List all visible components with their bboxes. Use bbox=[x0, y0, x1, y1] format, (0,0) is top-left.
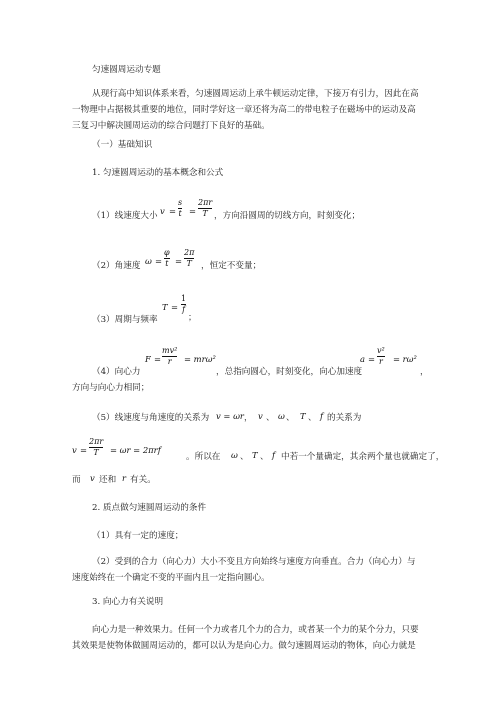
angular-velocity-desc: ，恒定不变量； bbox=[201, 261, 262, 271]
document-page: 匀速圆周运动专题 从现行高中知识体系来看，匀速圆周运动上承牛顿运动定律，下接万有引力，因此在高一物理中占据极其重要的地位，同时学好这一章还将为高二的带电粒子在磁场中的运动及高三复习中解决圆周运动的综合问题打下良好的基础。 （一）基础知识 1. 匀速圆周运动的基本概念和公式 （1）线速度大小 v = s t = 2πr T ，方向沿圆周的切线方向，时刻变化； （2）角速度 ω = φ t = 2π T ，恒定不变量； （3）周期与频率 T = 1 f ； （4）向心力 F = mv² r = mrω² ，总指向圆心，时刻变化，向心加速度 a = v² r = rω² ， 方向与向心力相同； （5）线速度与角速度的关系为 v = ωr ， v 、 ω 、 T 、 f 的关系为 v = 2πr T = ωr = 2πrf 。所以在 ω 、 T 、 f 中若一个量确定，其余两个量也就确定了， 而 v 还和 r 有关。 2. 质点做匀速圆周运动的条件 （1）具有一定的速度； （2）受到的合力（向心力）大小不变且方向始终与速度方向垂直。合力（向心力）与速度始终在一个确定不变的平面内且一定指向圆心。 3. 向心力有关说明 向心力是一种效果力。任何一个力或者几个力的合力，或者某一个力的某个分力，只要其效果是使物体做圆周运动的，都可以认为是向心力。做匀速圆周运动的物体，向心力就是 bbox=[0, 0, 496, 702]
formula-v-equals-wr: v = ωr bbox=[216, 411, 244, 421]
condition-1: （1）具有一定的速度； bbox=[92, 531, 184, 541]
formula-2pir-over-T: 2πr T bbox=[198, 198, 213, 218]
period-frequency-desc: ； bbox=[188, 313, 197, 323]
condition-2: （2）受到的合力（向心力）大小不变且方向始终与速度方向垂直。合力（向心力）与速度始终在一个确定不变的平面内且一定指向圆心。 bbox=[72, 557, 416, 583]
angular-velocity-label: （2）角速度 bbox=[92, 261, 141, 271]
item-2-heading: 2. 质点做匀速圆周运动的条件 bbox=[92, 503, 207, 513]
formula-2pir-over-T-2: 2πr T bbox=[89, 437, 104, 457]
formula-v: v bbox=[160, 206, 165, 216]
doc-title: 匀速圆周运动专题 bbox=[92, 65, 161, 75]
centripetal-force-label: （4）向心力 bbox=[92, 367, 141, 377]
relation-label: （5）线速度与角速度的关系为 bbox=[92, 413, 210, 423]
section-basics-heading: （一）基础知识 bbox=[92, 140, 153, 150]
relation-desc-3: 中若一个量确定，其余两个量也就确定了， bbox=[281, 452, 445, 462]
centripetal-force-desc: ，总指向圆心，时刻变化，向心加速度 bbox=[216, 367, 363, 377]
formula-s-over-t: s t bbox=[178, 198, 183, 218]
formula-1-over-f: 1 f bbox=[181, 294, 187, 314]
formula-2pi-over-T: 2π T bbox=[184, 248, 195, 268]
linear-velocity-label: （1）线速度大小 bbox=[92, 211, 158, 221]
centripetal-comma: ， bbox=[420, 367, 429, 377]
linear-velocity-desc: ，方向沿圆周的切线方向，时刻变化； bbox=[214, 211, 361, 221]
intro-paragraph: 从现行高中知识体系来看，匀速圆周运动上承牛顿运动定律，下接万有引力，因此在高一物理中占据极其重要的地位，同时学好这一章还将为高二的带电粒子在磁场中的运动及高三复习中解决圆周运动的综合问题打下良好的基础。 bbox=[72, 89, 419, 131]
relation-desc: 的关系为 bbox=[327, 413, 362, 423]
formula-mv2-over-r: mv² r bbox=[162, 346, 178, 366]
item-1-heading: 1. 匀速圆周运动的基本概念和公式 bbox=[92, 168, 224, 178]
formula-v2-over-r: v² r bbox=[377, 346, 385, 366]
explain-paragraph: 向心力是一种效果力。任何一个力或者几个力的合力，或者某一个力的某个分力，只要其效果是使物体做圆周运动的，都可以认为是向心力。做匀速圆周运动的物体，向心力就是 bbox=[72, 625, 419, 651]
relation-desc-2: 。所以在 bbox=[186, 452, 221, 462]
centripetal-direction-text: 方向与向心力相同； bbox=[72, 383, 150, 393]
formula-phi-over-t: φ t bbox=[164, 248, 170, 268]
item-3-heading: 3. 向心力有关说明 bbox=[92, 597, 164, 607]
period-frequency-label: （3）周期与频率 bbox=[92, 315, 158, 325]
